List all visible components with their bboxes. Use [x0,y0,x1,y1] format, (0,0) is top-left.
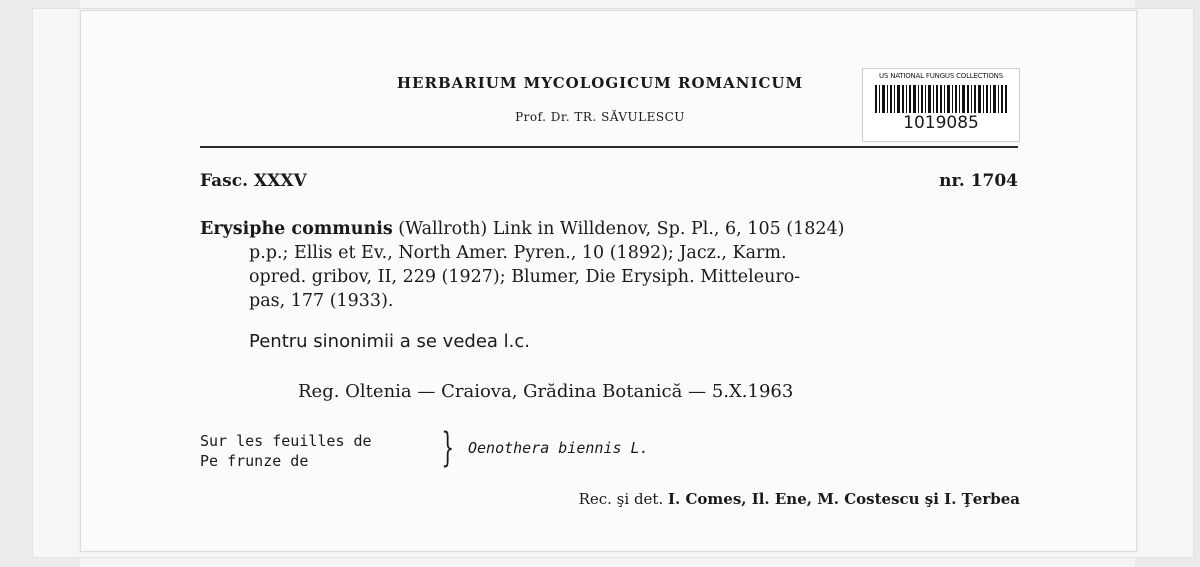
citation-line-4: pas, 177 (1933). [249,291,394,311]
barcode-number: 1019085 [903,113,979,133]
institution-subtitle: Prof. Dr. TR. SĂVULESCU [515,110,685,124]
barcode-icon [875,85,1007,113]
citation-line-2: p.p.; Ellis et Ev., North Amer. Pyren., 10 (1892); Jacz., Karm. [249,243,787,263]
host-labels [200,431,372,471]
barcode-caption: US NATIONAL FUNGUS COLLECTIONS [879,72,1003,80]
specimen-number: nr. 1704 [939,171,1018,191]
host-plant-name: Oenothera biennis L. [468,439,649,457]
collectors-names: I. Comes, Il. Ene, M. Costescu şi I. Ţerbea [668,490,1020,508]
locality-date: Reg. Oltenia — Craiova, Grădina Botanică — 5.X.1963 [298,381,794,402]
institution-title: HERBARIUM MYCOLOGICUM ROMANICUM [396,74,804,92]
citation-authority: (Wallroth) Link in Willdenov, Sp. Pl., 6, 105 (1824) [392,219,845,239]
species-name: Erysiphe communis [200,219,393,239]
host-label-romanian: Pe frunze de [200,452,309,470]
collectors-line [500,490,1020,508]
barcode-label [862,68,1020,142]
taxon-citation [200,217,1020,313]
host-label-french: Sur les feuilles de [200,432,372,450]
brace-icon: } [441,425,455,471]
synonym-note: Pentru sinonimii a se vedea l.c. [249,331,530,352]
fascicle-number: Fasc. XXXV [200,171,307,191]
collectors-prefix: Rec. şi det. [578,490,668,508]
citation-line-3: opred. gribov, II, 229 (1927); Blumer, Die Erysiph. Mitteleuro- [249,267,801,287]
citation-line-1 [200,217,1020,241]
header-divider [200,146,1018,148]
